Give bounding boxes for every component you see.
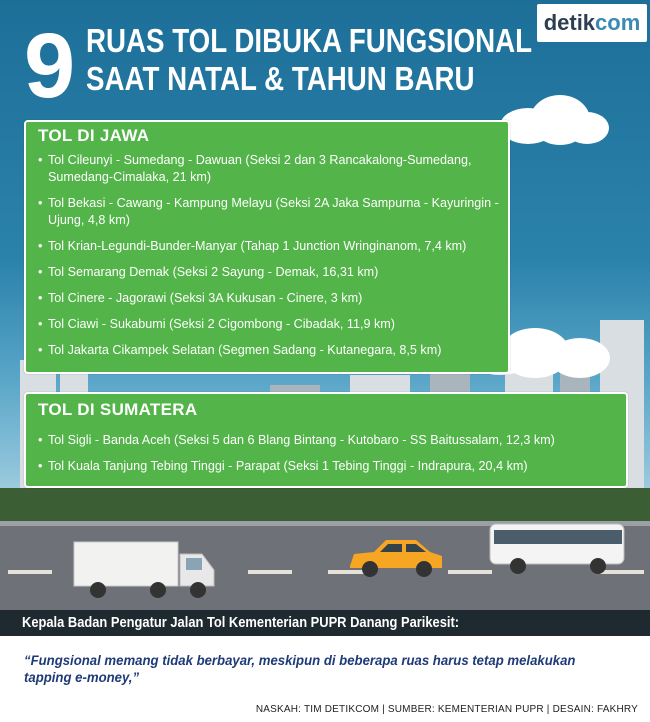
bus-icon	[488, 520, 628, 576]
car-icon	[346, 536, 446, 578]
list-item: • Tol Krian-Legundi-Bunder-Manyar (Tahap 1 Junction Wringinanom, 7,4 km)	[38, 238, 506, 255]
headline-line-1: RUAS TOL DIBUKA FUNGSIONAL	[86, 22, 533, 59]
list-item: • Tol Semarang Demak (Seksi 2 Sayung - Demak, 16,31 km)	[38, 264, 506, 281]
panel-jawa-title: TOL DI JAWA	[38, 126, 150, 145]
lane-marking	[8, 570, 52, 574]
list-item: • Tol Kuala Tanjung Tebing Tinggi - Parapat (Seksi 1 Tebing Tinggi - Indrapura, 20,4 km)	[38, 458, 623, 475]
quote-source-bar	[0, 610, 650, 636]
quote-source: Kepala Badan Pengatur Jalan Tol Kementerian PUPR Danang Parikesit:	[22, 614, 460, 631]
lane-marking	[248, 570, 292, 574]
detikcom-logo: detikcom	[537, 4, 647, 42]
credit-text: NASKAH: TIM DETIKCOM | SUMBER: KEMENTERIAN PUPR | DESAIN: FAKHRY	[255, 704, 638, 715]
panel-jawa	[24, 120, 510, 374]
headline-line-2: SAAT NATAL & TAHUN BARU	[86, 60, 475, 97]
headline	[86, 22, 532, 98]
headline-number: 9	[24, 15, 74, 117]
list-item: • Tol Cinere - Jagorawi (Seksi 3A Kukusan - Cinere, 3 km)	[38, 290, 506, 307]
sumatera-list	[38, 432, 623, 484]
jawa-list	[38, 152, 506, 368]
quote-area	[0, 636, 650, 700]
panel-sumatera-title: TOL DI SUMATERA	[38, 400, 198, 419]
panel-sumatera	[24, 392, 628, 488]
cloud	[565, 112, 609, 144]
list-item: • Tol Ciawi - Sukabumi (Seksi 2 Cigombong - Cibadak, 11,9 km)	[38, 316, 506, 333]
list-item: • Tol Bekasi - Cawang - Kampung Melayu (Seksi 2A Jaka Sampurna - Kayuringin - Ujung, 4,8 km)	[38, 195, 506, 229]
credit-bar	[0, 700, 650, 722]
tree-line	[0, 488, 650, 522]
quote-text: “Fungsional memang tidak berbayar, meskipun di beberapa ruas harus tetap melakukan tapping e-money,”	[24, 652, 576, 685]
list-item: • Tol Sigli - Banda Aceh (Seksi 5 dan 6 Blang Bintang - Kutobaro - SS Baitussalam, 12,3 km)	[38, 432, 623, 449]
cloud	[550, 338, 610, 378]
list-item: • Tol Jakarta Cikampek Selatan (Segmen Sadang - Kutanegara, 8,5 km)	[38, 342, 506, 359]
lane-marking	[448, 570, 492, 574]
truck-icon	[68, 540, 218, 600]
list-item: • Tol Cileunyi - Sumedang - Dawuan (Seksi 2 dan 3 Rancakalong-Sumedang, Sumedang-Cimalaka, 21 km)	[38, 152, 506, 186]
